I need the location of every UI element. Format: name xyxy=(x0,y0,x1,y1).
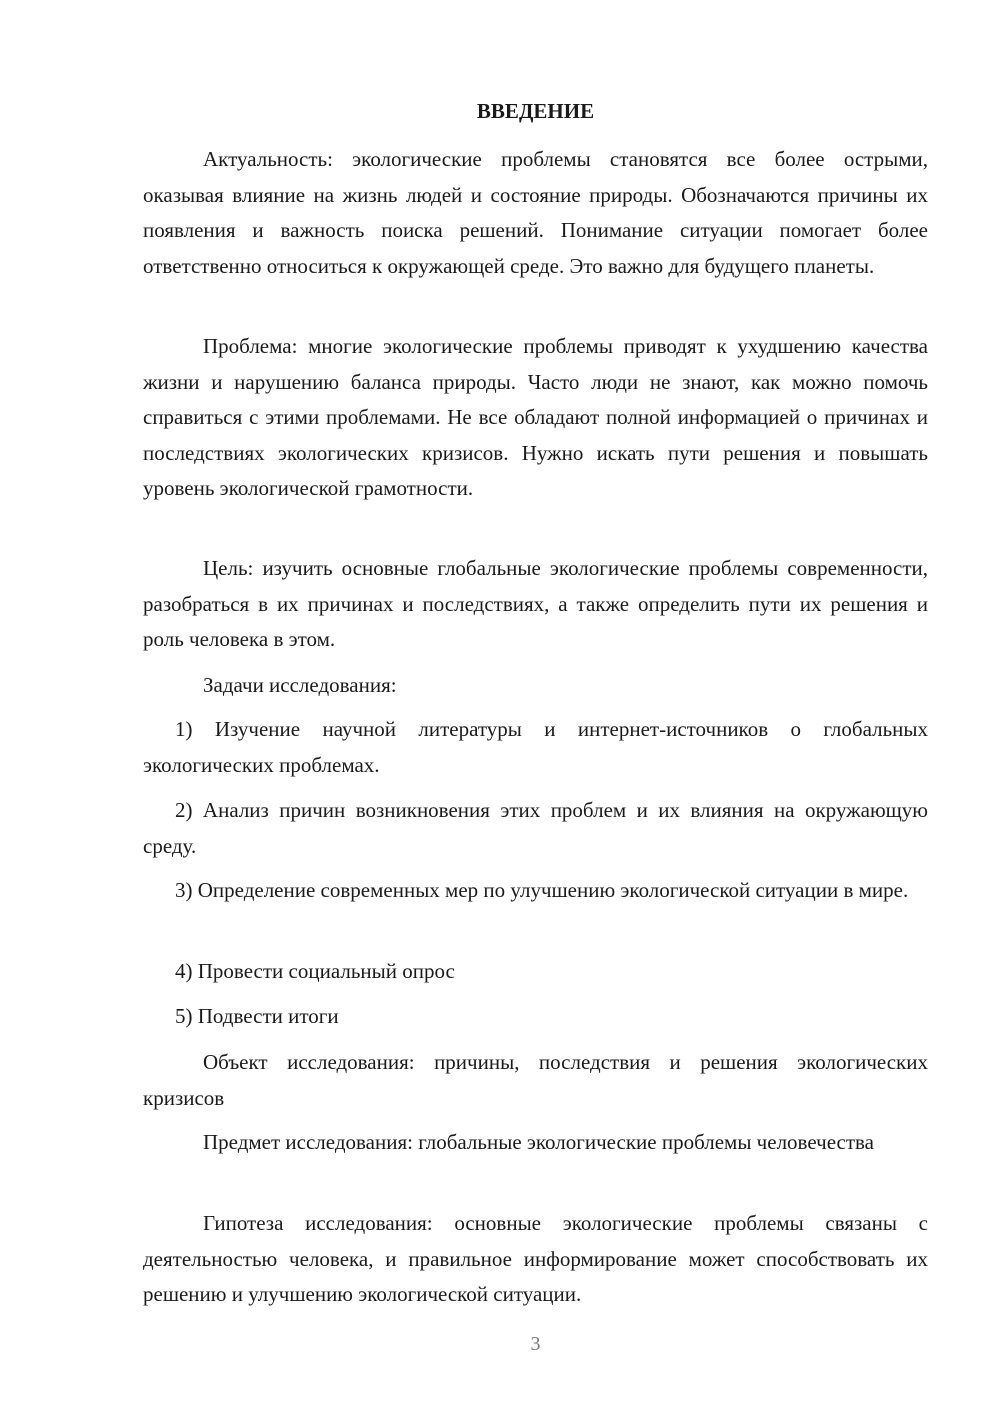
page-number: 3 xyxy=(530,1333,541,1355)
tasks-heading: Задачи исследования: xyxy=(203,673,397,697)
task-item: 3) Определение современных мер по улучшению экологической ситуации в мире. xyxy=(175,878,909,902)
document-title: ВВЕДЕНИЕ xyxy=(476,99,595,123)
object-paragraph: Объект исследования: причины, последствия и решения экологических кризисов xyxy=(143,1050,928,1110)
subject-paragraph: Предмет исследования: глобальные экологические проблемы человечества xyxy=(203,1130,874,1154)
task-item: 5) Подвести итоги xyxy=(175,1004,339,1028)
goal-paragraph: Цель: изучить основные глобальные экологические проблемы современности, разобраться в их причинах и последствиях, а также определить пути их решения и роль человека в этом. xyxy=(143,556,928,651)
task-item: 2) Анализ причин возникновения этих проблем и их влияния на окружающую среду. xyxy=(143,798,928,858)
relevance-paragraph: Актуальность: экологические проблемы становятся все более острыми, оказывая влияние на жизнь людей и состояние природы. Обозначаются причины их появления и важность поиска решений. Понимание ситуации помогает более ответственно относиться к окружающей среде. Это важно для будущего планеты. xyxy=(143,147,928,278)
hypothesis-paragraph: Гипотеза исследования: основные экологические проблемы связаны с деятельностью человека, и правильное информирование может способствовать их решению и улучшению экологической ситуации. xyxy=(143,1211,928,1306)
task-item: 4) Провести социальный опрос xyxy=(175,959,455,983)
task-item: 1) Изучение научной литературы и интернет-источников о глобальных экологических проблемах. xyxy=(143,717,928,777)
problem-paragraph: Проблема: многие экологические проблемы приводят к ухудшению качества жизни и нарушению баланса природы. Часто люди не знают, как можно помочь справиться с этими проблемами. Не все обладают полной информацией о причинах и последствиях экологических кризисов. Нужно искать пути решения и повышать уровень экологической грамотности. xyxy=(143,334,928,500)
